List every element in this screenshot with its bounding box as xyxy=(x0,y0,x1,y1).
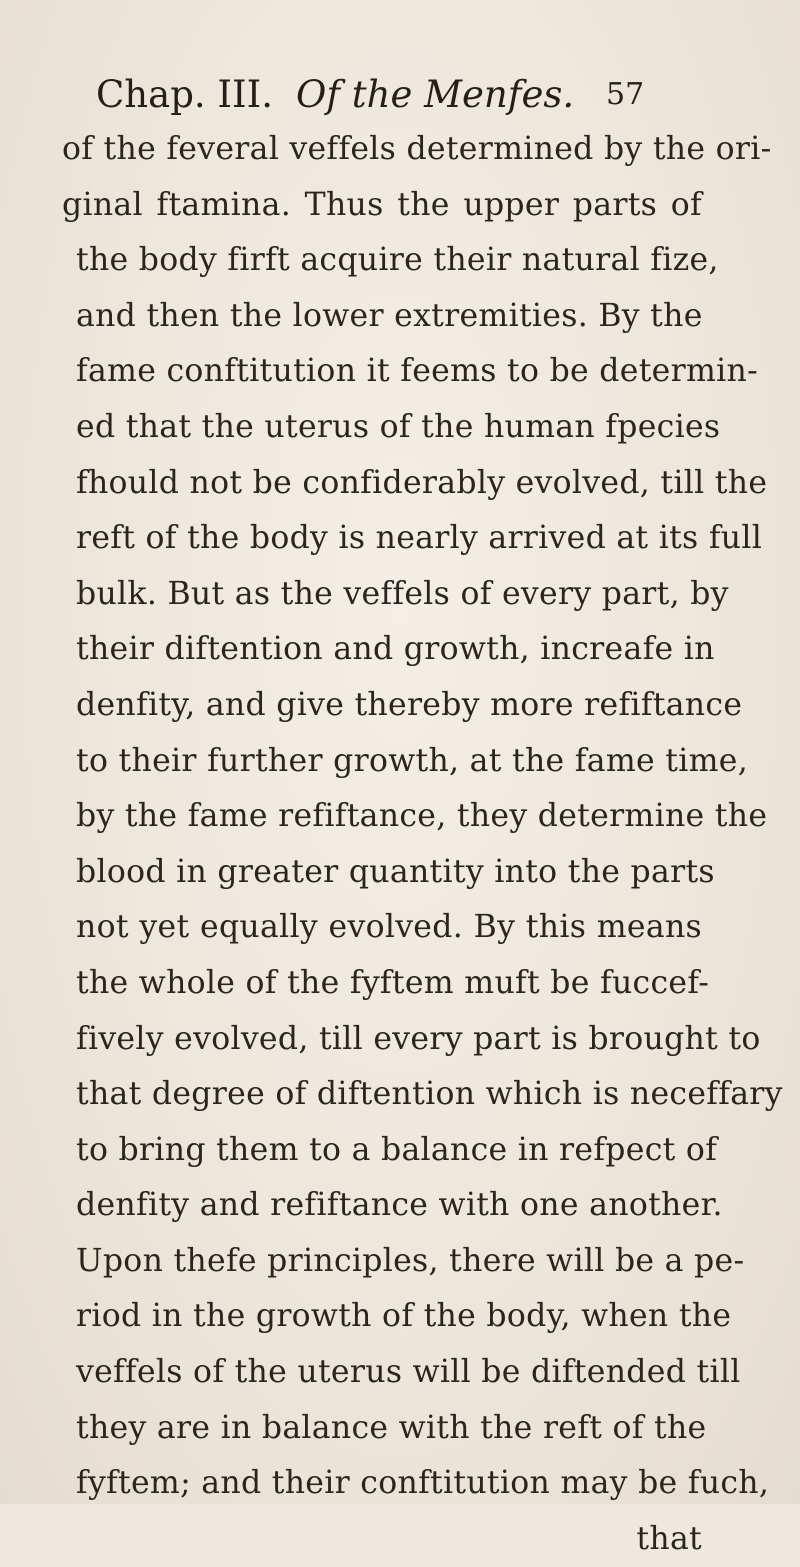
text-line: denfity and refiftance with one another. xyxy=(76,1187,723,1224)
text-line: riod in the growth of the body, when the xyxy=(76,1298,732,1335)
text-line: by the fame refiftance, they determine the xyxy=(76,798,768,835)
text-line: ginal ftamina. Thus the upper parts of xyxy=(62,186,702,223)
text-line: their diftention and growth, increafe in xyxy=(76,631,715,668)
text-line: to their further growth, at the fame time, xyxy=(76,742,749,779)
text-line: fyftem; and their conftitution may be fuch, xyxy=(76,1465,770,1502)
running-head xyxy=(96,60,696,130)
body-text xyxy=(62,122,783,1567)
text-line: of the feveral veffels determined by the ori- xyxy=(62,131,772,167)
text-line: Upon thefe principles, there will be a pe- xyxy=(76,1242,745,1279)
chapter-title: Of the Menfes. xyxy=(296,73,575,116)
text-line: bulk. But as the veffels of every part, by xyxy=(76,575,729,612)
chapter-label: Chap. III. xyxy=(96,73,274,116)
text-line: not yet equally evolved. By this means xyxy=(76,909,702,946)
text-line: fhould not be confiderably evolved, till the xyxy=(76,464,768,501)
text-line: they are in balance with the reft of the xyxy=(76,1409,707,1446)
text-line: the whole of the fyftem muft be fuccef- xyxy=(76,964,710,1001)
text-line: that degree of diftention which is neceffary xyxy=(76,1076,783,1113)
text-line: to bring them to a balance in refpect of xyxy=(76,1131,718,1168)
text-line: the body firft acquire their natural fize, xyxy=(76,242,719,279)
text-line: veffels of the uterus will be diftended till xyxy=(76,1354,741,1391)
text-line: fively evolved, till every part is brought to xyxy=(76,1020,761,1057)
text-line: fame conftitution it feems to be determin- xyxy=(76,353,759,390)
page-number: 57 xyxy=(606,77,645,112)
text-line: denfity, and give thereby more refiftance xyxy=(76,686,743,723)
catchword: that xyxy=(636,1520,702,1557)
text-line: blood in greater quantity into the parts xyxy=(76,853,715,890)
text-line: ed that the uterus of the human fpecies xyxy=(76,408,721,445)
text-line: and then the lower extremities. By the xyxy=(76,297,703,334)
text-line: reft of the body is nearly arrived at its full xyxy=(76,520,763,557)
